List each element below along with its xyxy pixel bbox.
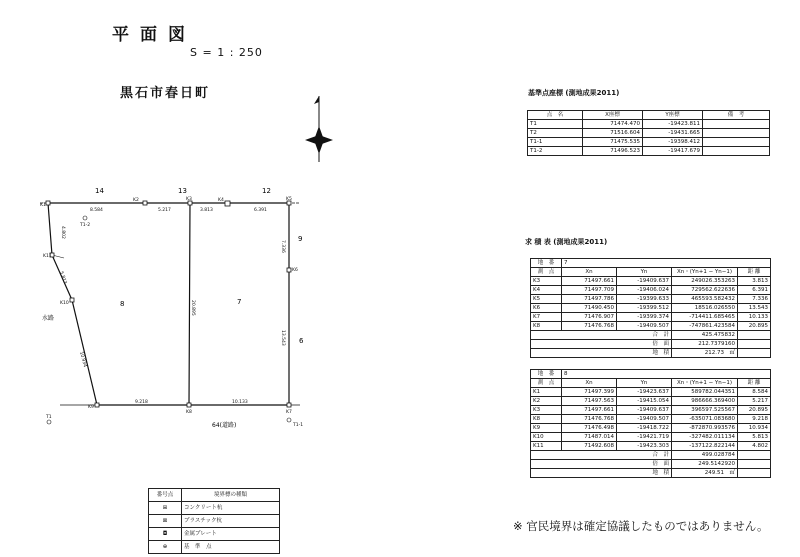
distance-label: 10.133	[232, 400, 248, 405]
table-row: K8 71476.768 -19409.507 -635071.083680 9.218	[531, 415, 771, 424]
area-value: 212.73 ㎡	[672, 349, 738, 358]
col-header: 点 名	[528, 111, 583, 120]
metal-plate-icon: ◘	[149, 528, 182, 541]
area-table-lot-7: 地 番 7 測 点 Xn Yn Xn・(Yn+1 − Yn−1) 距 離 K3 71497.661 -19409.637 249026.353263 3.813 K4 71497.709 -19406.024 729562.622636 6.391 K5 71497.786 -19399.633 465593.582432 7.336 K6 71490.450 -19399.512 18516.026550 13.543 K7 71476.907 -19399.374 -714411.685465 10.133 K8 71476.768 -19409.507 -747861.423584 20.895 合 計 425.475832 倍 面 212.7379160 地 積 212.73 ㎡	[530, 258, 771, 358]
lot-number-13: 13	[178, 187, 187, 195]
legend-row: ⊕ 基 準 点	[149, 541, 280, 554]
boundary-note: ※ 官民境界は確定協議したものではありません。	[513, 519, 769, 533]
north-arrow-icon	[305, 96, 333, 162]
point-label-t1-2: T1-2	[80, 223, 91, 228]
point-label-k10: K10	[60, 301, 69, 306]
area-table-lot-8: 地 番 8 測 点 Xn Yn Xn・(Yn+1 − Yn−1) 距 離 K1 71497.399 -19423.637 589782.044351 8.584 K2 71497.563 -19415.054 986666.369400 5.217 K3 71497.661 -19409.637 396597.525567 20.895 K8 71476.768 -19409.507 -635071.083680 9.218 K9 71476.498 -19418.722 -872870.993576 10.934 K10 71487.014 -19421.719 -327482.011134 5.813 K11 71492.608 -19423.303 -137122.822144 4.802 合 計 499.028784 倍 面 249.5142920 地 積 249.51 ㎡	[530, 369, 771, 478]
distance-label: 7.336	[280, 240, 285, 253]
waterway-label: 水路	[42, 315, 55, 322]
point-label-k11: K11	[43, 254, 52, 259]
table-row: K9 71476.498 -19418.722 -872870.993576 10.934	[531, 424, 771, 433]
control-points-table	[527, 110, 770, 156]
table-row: K2 71497.563 -19415.054 986666.369400 5.217	[531, 397, 771, 406]
point-label-k1: K1	[40, 203, 46, 208]
col-header: 備 考	[703, 111, 770, 120]
table-row: K3 71497.661 -19409.637 396597.525567 20.895	[531, 406, 771, 415]
col-header: Y座標	[643, 111, 703, 120]
table-row: K7 71476.907 -19399.374 -714411.685465 10.133	[531, 313, 771, 322]
lot-number-8: 8	[120, 300, 125, 308]
distance-label: 3.813	[200, 208, 213, 213]
control-points-caption: 基準点座標 (測地成果2011)	[528, 89, 620, 97]
place-name: 黒石市春日町	[120, 86, 211, 101]
col-header: X座標	[583, 111, 643, 120]
table-row: K11 71492.608 -19423.303 -137122.822144 4.802	[531, 442, 771, 451]
lot-number-7: 7	[237, 298, 242, 306]
distance-label: 5.813	[58, 270, 68, 285]
lot-number-14: 14	[95, 187, 104, 195]
distance-label: 6.391	[254, 208, 267, 213]
table-row: K4 71497.709 -19406.024 729562.622636 6.391	[531, 286, 771, 295]
table-row: T1-1 71475.535 -19398.412	[528, 138, 770, 147]
area-caption: 求 積 表 (測地成果2011)	[525, 238, 608, 246]
point-label-k4: K4	[218, 198, 224, 203]
point-label-k7: K7	[286, 410, 292, 415]
table-row: T1-2 71496.523 -19417.679	[528, 147, 770, 156]
road-label: 64(道路)	[212, 422, 237, 429]
concrete-pile-icon: ⊞	[149, 502, 182, 515]
distance-label: 10.934	[78, 351, 87, 368]
table-row: K6 71490.450 -19399.512 18516.026550 13.543	[531, 304, 771, 313]
table-row: K1 71497.399 -19423.637 589782.044351 8.584	[531, 388, 771, 397]
reference-point-icon: ⊕	[149, 541, 182, 554]
distance-label: 20.895	[190, 300, 195, 316]
distance-label: 13.543	[280, 330, 285, 346]
legend-row: ⊞ コンクリート杭	[149, 502, 280, 515]
distance-label: 8.584	[90, 208, 103, 213]
point-label-t1: T1	[46, 415, 52, 420]
distance-label: 4.802	[60, 226, 65, 239]
table-row: K3 71497.661 -19409.637 249026.353263 3.813	[531, 277, 771, 286]
legend-row: ⊠ プラスチック杭	[149, 515, 280, 528]
point-label-k9: K9	[88, 405, 94, 410]
legend-table: 番号点 境界標の種類 ⊞ コンクリート杭 ⊠ プラスチック杭 ◘ 金属プレート ⊕ 基 準 点	[148, 488, 280, 554]
point-label-k3: K3	[186, 197, 192, 202]
lot-8-boundary	[48, 203, 190, 405]
distance-label: 5.217	[158, 208, 171, 213]
plan-drawing	[0, 90, 340, 440]
table-row: T1 71474.470 -19423.811	[528, 120, 770, 129]
distance-label: 9.218	[135, 400, 148, 405]
lot-number-12: 12	[262, 187, 271, 195]
area-value: 249.51 ㎡	[672, 469, 738, 478]
point-label-k8: K8	[186, 410, 192, 415]
point-label-k6: K6	[292, 268, 298, 273]
table-row: K10 71487.014 -19421.719 -327482.011134 5.813	[531, 433, 771, 442]
table-row: K5 71497.786 -19399.633 465593.582432 7.336	[531, 295, 771, 304]
table-row: T2 71516.604 -19431.665	[528, 129, 770, 138]
scale-label: S = 1 : 250	[190, 46, 263, 59]
page-title: 平面図	[112, 25, 196, 45]
point-label-t1-1: T1-1	[293, 423, 304, 428]
lot-number-9: 9	[298, 235, 303, 243]
lot-number-6: 6	[299, 337, 304, 345]
plastic-pile-icon: ⊠	[149, 515, 182, 528]
point-label-k5: K5	[286, 197, 292, 202]
legend-row: ◘ 金属プレート	[149, 528, 280, 541]
point-label-k2: K2	[133, 198, 139, 203]
table-row: K8 71476.768 -19409.507 -747861.423584 20.895	[531, 322, 771, 331]
